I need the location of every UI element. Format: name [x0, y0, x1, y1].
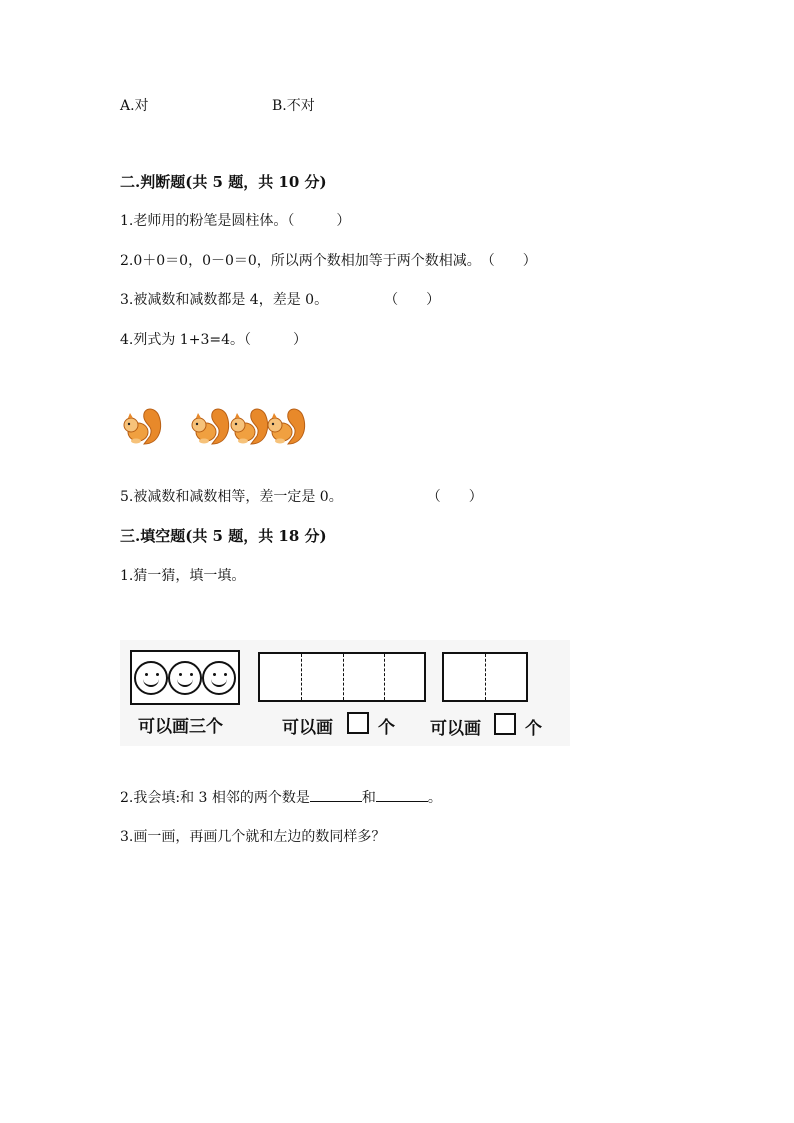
- smiley-face-icon: [134, 661, 168, 695]
- question-2-1: 1.老师用的粉笔是圆柱体。（ ）: [120, 213, 351, 229]
- option-b: B.不对: [272, 98, 315, 114]
- faces-box: [130, 650, 240, 705]
- option-a: A.对: [120, 98, 149, 114]
- answer-box-2[interactable]: [347, 712, 369, 734]
- question-3-2-pre: 2.我会填:和 3 相邻的两个数是: [120, 790, 310, 806]
- question-3-3: 3.画一画，再画几个就和左边的数同样多？: [120, 829, 386, 845]
- four-part-box: [258, 652, 426, 702]
- section3-heading: 三.填空题(共 5 题，共 18 分): [120, 527, 327, 545]
- guess-fill-figure: [120, 640, 570, 746]
- question-2-2: 2.0＋0＝0，0－0＝0，所以两个数相加等于两个数相减。 （ ）: [120, 253, 537, 269]
- squirrel-icon: [188, 404, 232, 446]
- label-draw-post-2: 个: [378, 718, 395, 738]
- label-draw-three: 可以画三个: [138, 717, 223, 737]
- question-3-1: 1.猜一猜，填一填。: [120, 568, 246, 584]
- answer-blank-1[interactable]: [310, 789, 362, 802]
- question-3-2-post: 。: [427, 790, 442, 806]
- question-3-2: [120, 789, 442, 807]
- answer-box-3[interactable]: [494, 713, 516, 735]
- label-draw-post-3: 个: [525, 719, 542, 739]
- question-2-5: 5.被减数和减数相等，差一定是 0。 （ ）: [120, 489, 483, 505]
- squirrel-icon: [120, 404, 164, 446]
- label-draw-pre-3: 可以画: [430, 719, 481, 739]
- squirrel-icon: [264, 404, 308, 446]
- two-part-box: [442, 652, 528, 702]
- answer-blank-2[interactable]: [376, 789, 428, 802]
- smiley-face-icon: [202, 661, 236, 695]
- label-draw-pre-2: 可以画: [282, 718, 333, 738]
- question-2-4: 4.列式为 1+3=4。（ ）: [120, 332, 307, 348]
- question-3-2-mid: 和: [361, 790, 376, 806]
- question-2-3: 3.被减数和减数都是 4，差是 0。 （ ）: [120, 292, 441, 308]
- section2-heading: 二.判断题(共 5 题，共 10 分): [120, 173, 327, 191]
- smiley-face-icon: [168, 661, 202, 695]
